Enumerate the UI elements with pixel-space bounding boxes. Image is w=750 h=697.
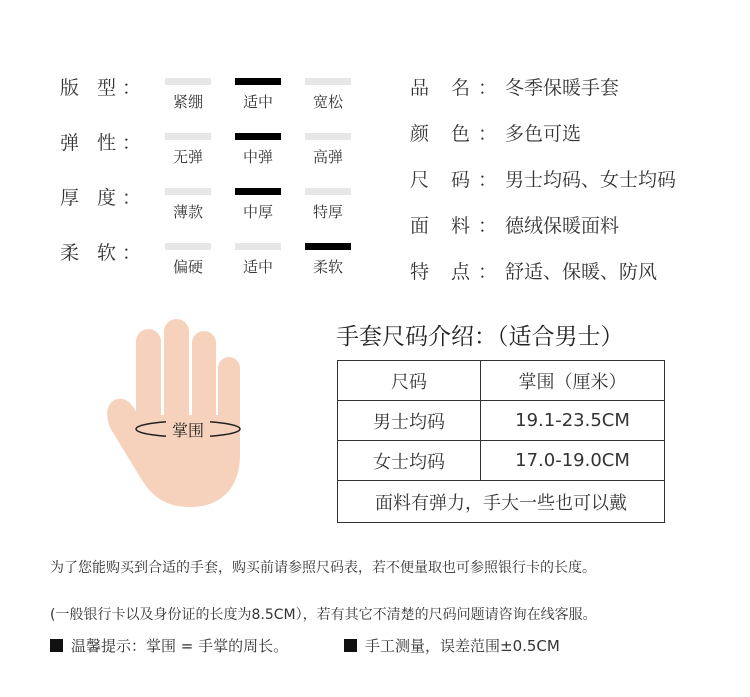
info-size: 尺 码：男士均码、女士均码: [410, 169, 677, 191]
note-line-1: 为了您能购买到合适的手套，购买前请参照尺码表，若不便量取也可参照银行卡的长度。: [50, 560, 596, 576]
option-medium-thick: 中厚: [228, 188, 288, 222]
size-chart-table: [337, 360, 665, 523]
option-stiff: 偏硬: [158, 243, 218, 277]
option-high-stretch: 高弹: [298, 133, 358, 167]
attr-label-softness: 柔 软：: [60, 242, 148, 264]
cell-palm: 19.1-23.5CM: [481, 401, 665, 441]
info-material: 面 料：德绒保暖面料: [410, 215, 620, 237]
option-regular: 适中: [228, 78, 288, 112]
note-line-2: (一般银行卡以及身份证的长度为8.5CM），若有其它不清楚的尺码问题请咨询在线客服。: [50, 607, 597, 623]
option-tight: 紧绷: [158, 78, 218, 112]
table-row: [338, 441, 665, 481]
size-chart-title: 手套尺码介绍：（适合男士）: [336, 324, 624, 350]
header-size: 尺码: [338, 361, 481, 401]
hand-measure-illustration: [100, 315, 260, 515]
square-bullet-icon: [344, 639, 357, 652]
tip-palm: 温馨提示：掌围 = 手掌的周长。: [50, 635, 288, 656]
info-product-name: 品 名：冬季保暖手套: [410, 77, 620, 99]
square-bullet-icon: [50, 639, 63, 652]
attr-label-thickness: 厚 度：: [60, 187, 148, 209]
option-extra-thick: 特厚: [298, 188, 358, 222]
info-color: 颜 色：多色可选: [410, 123, 582, 145]
header-palm: 掌围（厘米）: [481, 361, 665, 401]
cell-palm: 17.0-19.0CM: [481, 441, 665, 481]
option-moderate: 适中: [228, 243, 288, 277]
option-no-stretch: 无弹: [158, 133, 218, 167]
attr-label-fit: 版 型：: [60, 77, 148, 99]
cell-size: 女士均码: [338, 441, 481, 481]
cell-size: 男士均码: [338, 401, 481, 441]
tip-measure: 手工测量，误差范围±0.5CM: [344, 635, 560, 656]
option-loose: 宽松: [298, 78, 358, 112]
info-features: 特 点：舒适、保暖、防风: [410, 261, 658, 283]
option-thin: 薄款: [158, 188, 218, 222]
table-footnote: 面料有弹力，手大一些也可以戴: [338, 481, 665, 523]
hand-label: 掌围: [171, 421, 205, 440]
table-header-row: [338, 361, 665, 401]
option-mid-stretch: 中弹: [228, 133, 288, 167]
table-row: [338, 401, 665, 441]
attr-label-elasticity: 弹 性：: [60, 132, 148, 154]
option-soft: 柔软: [298, 243, 358, 277]
